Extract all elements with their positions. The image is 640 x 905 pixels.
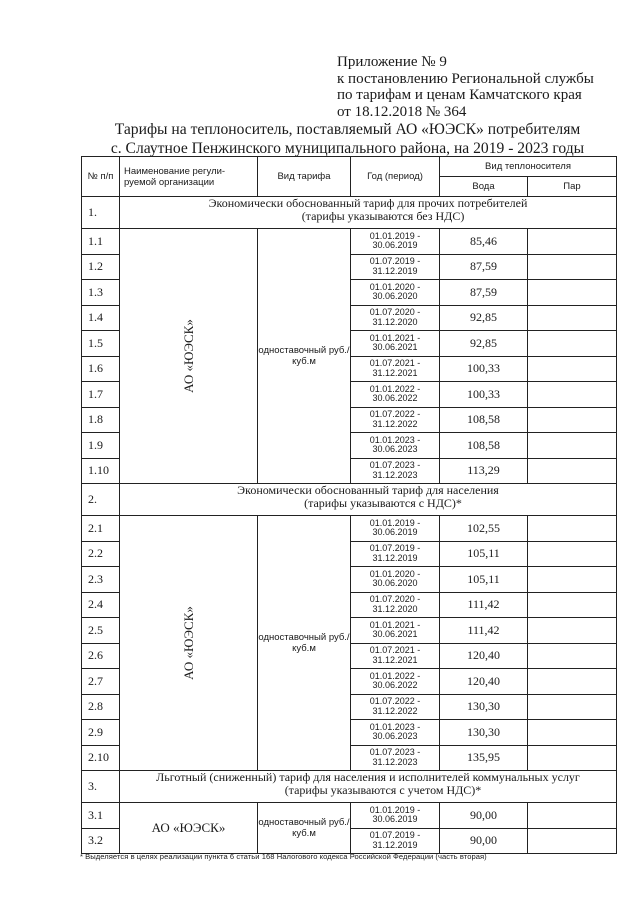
section-title-line-2: (тарифы указываются с НДС)* — [304, 496, 462, 510]
col-header-steam: Пар — [528, 177, 617, 197]
water-tariff-value: 135,95 — [440, 745, 528, 771]
water-tariff-value: 111,42 — [440, 592, 528, 618]
period-start: 01.01.2020 - — [369, 281, 421, 292]
section-title — [120, 484, 617, 516]
row-number: 1.9 — [82, 433, 120, 459]
period-cell — [351, 305, 440, 331]
period-end: 30.06.2019 — [372, 527, 418, 538]
row-number: 1.7 — [82, 382, 120, 408]
period-cell — [351, 356, 440, 382]
period-cell — [351, 407, 440, 433]
period-start: 01.07.2019 - — [369, 830, 421, 841]
period-end: 31.12.2019 — [372, 265, 418, 276]
water-tariff-value: 113,29 — [440, 458, 528, 484]
water-tariff-value: 130,30 — [440, 720, 528, 746]
period-cell — [351, 694, 440, 720]
water-tariff-value: 92,85 — [440, 331, 528, 357]
section-number: 1. — [82, 197, 120, 229]
row-number: 2.7 — [82, 669, 120, 695]
row-number: 3.1 — [82, 803, 120, 829]
period-end: 31.12.2020 — [372, 603, 418, 614]
row-number: 1.8 — [82, 407, 120, 433]
org-name-cell — [120, 516, 258, 771]
tariff-table-body — [82, 197, 617, 854]
section-number: 2. — [82, 484, 120, 516]
period-end: 30.06.2022 — [372, 680, 418, 691]
steam-tariff-value — [528, 541, 617, 567]
col-header-num: № п/п — [82, 157, 120, 197]
steam-tariff-value — [528, 229, 617, 255]
period-end: 30.06.2021 — [372, 342, 418, 353]
steam-tariff-value — [528, 567, 617, 593]
period-end: 30.06.2021 — [372, 629, 418, 640]
water-tariff-value: 100,33 — [440, 382, 528, 408]
steam-tariff-value — [528, 720, 617, 746]
water-tariff-value: 87,59 — [440, 254, 528, 280]
row-number: 1.5 — [82, 331, 120, 357]
period-start: 01.01.2019 - — [369, 517, 421, 528]
table-row — [82, 803, 617, 829]
table-row — [82, 229, 617, 255]
period-start: 01.01.2023 - — [369, 434, 421, 445]
col-header-period: Год (период) — [351, 157, 440, 197]
period-start: 01.07.2021 - — [369, 358, 421, 369]
period-start: 01.01.2023 - — [369, 721, 421, 732]
col-header-tariff-type: Вид тарифа — [258, 157, 351, 197]
water-tariff-value: 108,58 — [440, 407, 528, 433]
steam-tariff-value — [528, 516, 617, 542]
steam-tariff-value — [528, 828, 617, 854]
row-number: 2.3 — [82, 567, 120, 593]
period-end: 30.06.2023 — [372, 444, 418, 455]
steam-tariff-value — [528, 803, 617, 829]
row-number: 1.10 — [82, 458, 120, 484]
period-start: 01.07.2019 - — [369, 543, 421, 554]
row-number: 2.9 — [82, 720, 120, 746]
tariff-type: одноставочный руб./куб.м — [258, 229, 351, 484]
steam-tariff-value — [528, 458, 617, 484]
period-cell — [351, 567, 440, 593]
steam-tariff-value — [528, 643, 617, 669]
period-cell — [351, 382, 440, 408]
org-name: АО «ЮЭСК» — [180, 606, 196, 680]
water-tariff-value: 102,55 — [440, 516, 528, 542]
period-cell — [351, 720, 440, 746]
steam-tariff-value — [528, 592, 617, 618]
section-row — [82, 197, 617, 229]
row-number: 2.4 — [82, 592, 120, 618]
water-tariff-value: 90,00 — [440, 803, 528, 829]
water-tariff-value: 105,11 — [440, 567, 528, 593]
header-line: от 18.12.2018 № 364 — [337, 103, 467, 120]
period-start: 01.01.2021 - — [369, 332, 421, 343]
water-tariff-value: 130,30 — [440, 694, 528, 720]
header-line: Приложение № 9 — [337, 54, 447, 70]
steam-tariff-value — [528, 669, 617, 695]
steam-tariff-value — [528, 280, 617, 306]
section-title-line-1: Льготный (сниженный) тариф для населения и исполнителей коммунальных услуг — [156, 770, 580, 784]
document-title — [80, 121, 615, 158]
section-number: 3. — [82, 771, 120, 803]
water-tariff-value: 92,85 — [440, 305, 528, 331]
period-cell — [351, 229, 440, 255]
steam-tariff-value — [528, 305, 617, 331]
section-row — [82, 771, 617, 803]
steam-tariff-value — [528, 254, 617, 280]
period-start: 01.07.2019 - — [369, 256, 421, 267]
period-end: 31.12.2023 — [372, 756, 418, 767]
period-cell — [351, 592, 440, 618]
title-line-1: Тарифы на теплоноситель, поставляемый АО «ЮЭСК» потребителям — [114, 121, 581, 138]
section-title-line-2: (тарифы указываются без НДС) — [301, 209, 465, 223]
period-start: 01.01.2019 - — [369, 804, 421, 815]
row-number: 2.5 — [82, 618, 120, 644]
period-end: 31.12.2021 — [372, 367, 418, 378]
period-start: 01.07.2022 - — [369, 409, 421, 420]
period-cell — [351, 433, 440, 459]
section-title — [120, 197, 617, 229]
row-number: 2.10 — [82, 745, 120, 771]
document-header — [337, 54, 627, 120]
row-number: 2.6 — [82, 643, 120, 669]
section-title — [120, 771, 617, 803]
period-start: 01.01.2019 - — [369, 230, 421, 241]
row-number: 1.6 — [82, 356, 120, 382]
period-cell — [351, 618, 440, 644]
period-cell — [351, 803, 440, 829]
water-tariff-value: 105,11 — [440, 541, 528, 567]
period-cell — [351, 643, 440, 669]
water-tariff-value: 85,46 — [440, 229, 528, 255]
period-start: 01.07.2021 - — [369, 645, 421, 656]
period-end: 31.12.2022 — [372, 705, 418, 716]
period-end: 31.12.2023 — [372, 469, 418, 480]
table-row — [82, 516, 617, 542]
period-cell — [351, 331, 440, 357]
period-end: 31.12.2021 — [372, 654, 418, 665]
footnote: * Выделяется в целях реализации пункта 6 статьи 168 Налогового кодекса Российской Федерации (часть вторая) — [80, 852, 487, 861]
header-line: к постановлению Региональной службы — [337, 70, 594, 87]
col-header-heat-carrier: Вид теплоносителя — [440, 157, 617, 177]
section-row — [82, 484, 617, 516]
period-start: 01.07.2023 - — [369, 460, 421, 471]
period-end: 30.06.2019 — [372, 240, 418, 251]
period-cell — [351, 828, 440, 854]
row-number: 1.1 — [82, 229, 120, 255]
steam-tariff-value — [528, 745, 617, 771]
water-tariff-value: 120,40 — [440, 643, 528, 669]
period-start: 01.01.2021 - — [369, 619, 421, 630]
period-cell — [351, 254, 440, 280]
water-tariff-value: 100,33 — [440, 356, 528, 382]
row-number: 3.2 — [82, 828, 120, 854]
period-start: 01.01.2020 - — [369, 568, 421, 579]
section-title-line-1: Экономически обоснованный тариф для прочих потребителей — [208, 196, 528, 210]
tariff-table — [81, 156, 617, 854]
period-end: 31.12.2020 — [372, 316, 418, 327]
period-start: 01.07.2023 - — [369, 747, 421, 758]
steam-tariff-value — [528, 407, 617, 433]
period-start: 01.07.2022 - — [369, 696, 421, 707]
row-number: 2.2 — [82, 541, 120, 567]
period-cell — [351, 280, 440, 306]
period-end: 30.06.2020 — [372, 291, 418, 302]
water-tariff-value: 111,42 — [440, 618, 528, 644]
period-end: 30.06.2023 — [372, 731, 418, 742]
period-end: 30.06.2020 — [372, 578, 418, 589]
water-tariff-value: 90,00 — [440, 828, 528, 854]
header-line: по тарифам и ценам Камчатского края — [337, 87, 582, 104]
org-name-cell — [120, 803, 258, 854]
row-number: 1.2 — [82, 254, 120, 280]
org-name-cell — [120, 229, 258, 484]
water-tariff-value: 108,58 — [440, 433, 528, 459]
steam-tariff-value — [528, 694, 617, 720]
period-end: 30.06.2019 — [372, 814, 418, 825]
period-start: 01.07.2020 - — [369, 594, 421, 605]
steam-tariff-value — [528, 356, 617, 382]
row-number: 2.8 — [82, 694, 120, 720]
period-cell — [351, 541, 440, 567]
tariff-type: одноставочный руб./куб.м — [258, 516, 351, 771]
period-start: 01.01.2022 - — [369, 670, 421, 681]
tariff-type: одноставочный руб./куб.м — [258, 803, 351, 854]
row-number: 1.3 — [82, 280, 120, 306]
period-end: 30.06.2022 — [372, 393, 418, 404]
steam-tariff-value — [528, 618, 617, 644]
period-end: 31.12.2019 — [372, 552, 418, 563]
title-line-2: с. Слаутное Пенжинского муниципального района, на 2019 - 2023 годы — [110, 139, 585, 157]
section-title-line-2: (тарифы указываются с учетом НДС)* — [284, 783, 482, 797]
water-tariff-value: 120,40 — [440, 669, 528, 695]
period-end: 31.12.2022 — [372, 418, 418, 429]
col-header-org: Наименование регули-руемой организации — [120, 157, 258, 197]
period-cell — [351, 458, 440, 484]
col-header-water: Вода — [440, 177, 528, 197]
org-name: АО «ЮЭСК» — [180, 319, 196, 393]
period-cell — [351, 669, 440, 695]
row-number: 2.1 — [82, 516, 120, 542]
steam-tariff-value — [528, 433, 617, 459]
section-title-line-1: Экономически обоснованный тариф для населения — [237, 483, 499, 497]
period-end: 31.12.2019 — [372, 839, 418, 850]
org-name: АО «ЮЭСК» — [151, 820, 226, 835]
steam-tariff-value — [528, 331, 617, 357]
period-start: 01.07.2020 - — [369, 307, 421, 318]
water-tariff-value: 87,59 — [440, 280, 528, 306]
row-number: 1.4 — [82, 305, 120, 331]
period-cell — [351, 516, 440, 542]
period-cell — [351, 745, 440, 771]
steam-tariff-value — [528, 382, 617, 408]
period-start: 01.01.2022 - — [369, 383, 421, 394]
